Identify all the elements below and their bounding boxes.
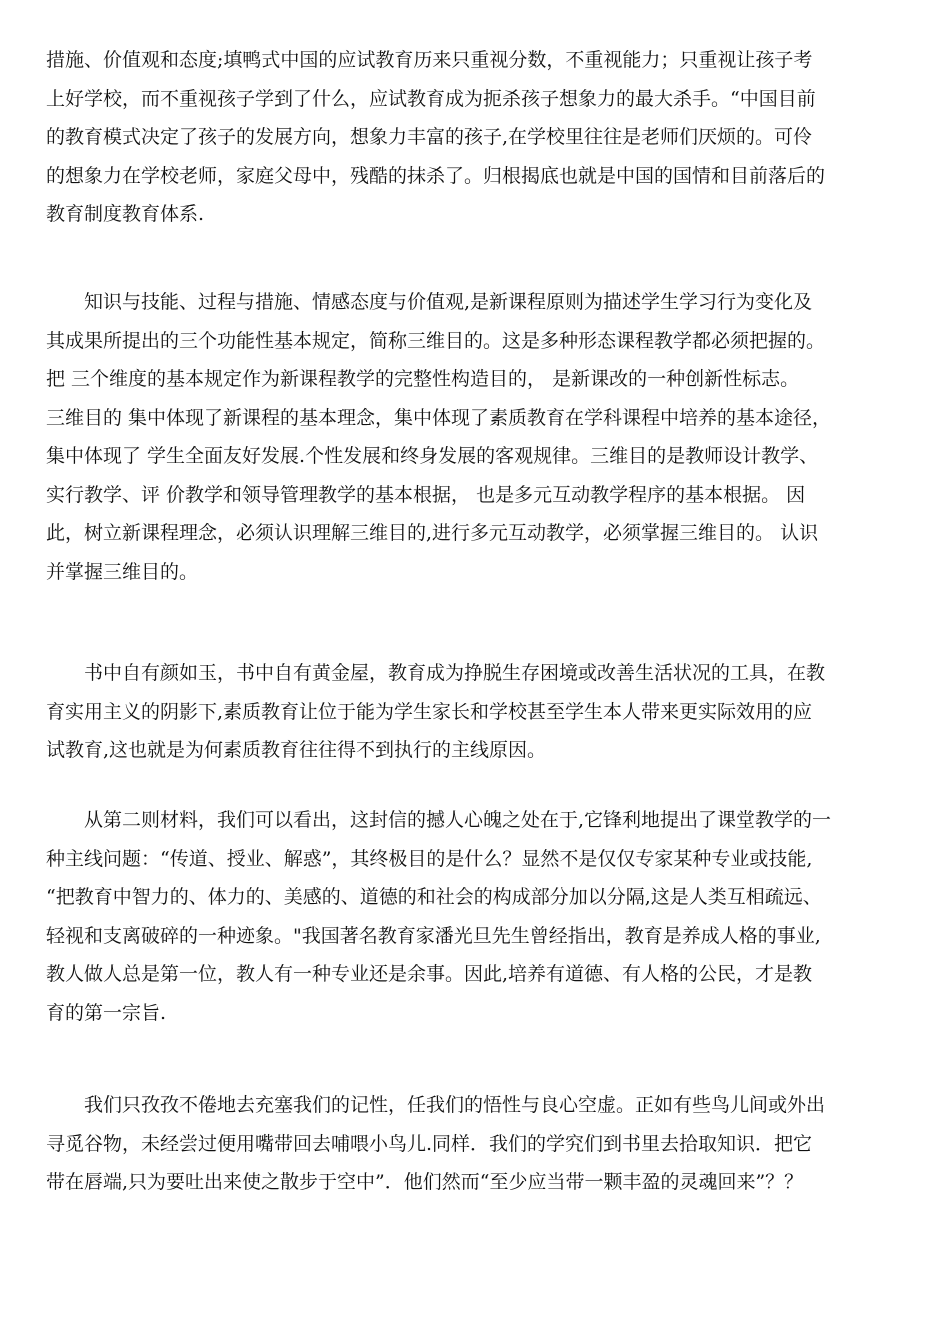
text-line: 带在唇端,只为要吐出来使之散步于空中”．他们然而“至少应当带一颗丰盈的灵魂回来”？？: [46, 1171, 804, 1193]
text-line: 集中体现了 学生全面友好发展.个性发展和终身发展的客观规律。三维目的是教师设计教学、: [46, 445, 819, 467]
text-line: 轻视和支离破碎的一种迹象。"我国著名教育家潘光旦先生曾经指出，教育是养成人格的事业,: [46, 924, 821, 947]
paragraph-2: [46, 283, 908, 591]
text-line: 把 三个维度的基本规定作为新课程教学的完整性构造目的， 是新课改的一种创新性标志。: [46, 368, 800, 390]
text-line: 教人做人总是第一位，教人有一种专业还是余事。因此,培养有道德、有人格的公民，才是教: [46, 963, 813, 985]
text-line: 并掌握三维目的。: [46, 560, 199, 583]
text-line: 上好学校，而不重视孩子学到了什么，应试教育成为扼杀孩子想象力的最大杀手。“中国目前: [46, 87, 816, 110]
text-line: 措施、价值观和态度;填鸭式中国的应试教育历来只重视分数，不重视能力；只重视让孩子考: [46, 49, 813, 71]
text-line: 从第二则材料，我们可以看出，这封信的撼人心魄之处在于,它锋利地提出了课堂教学的一: [84, 809, 832, 831]
text-line: 此，树立新课程理念，必须认识理解三维目的,进行多元互动教学，必须掌握三维目的。 认识: [46, 522, 819, 544]
text-line: 育的第一宗旨.: [46, 1001, 167, 1024]
text-line: 试教育,这也就是为何素质教育往往得不到执行的主线原因。: [46, 739, 547, 761]
text-line: 实行教学、评 价教学和领导管理教学的基本根据， 也是多元互动教学程序的基本根据。 因: [46, 483, 806, 506]
text-line: 的教育模式决定了孩子的发展方向，想象力丰富的孩子,在学校里往往是老师们厌烦的。可伶: [46, 126, 813, 148]
text-line: 三维目的 集中体现了新课程的基本理念，集中体现了素质教育在学科课程中培养的基本途径，: [46, 406, 832, 429]
paragraph-1: [46, 41, 908, 234]
text-line: 的想象力在学校老师，家庭父母中，残酷的抹杀了。归根揭底也就是中国的国情和目前落后的: [46, 164, 826, 187]
paragraph-5: [46, 1086, 908, 1202]
text-line: 其成果所提出的三个功能性基本规定，简称三维目的。这是多种形态课程教学都必须把握的。: [46, 329, 826, 352]
text-line: “把教育中智力的、体力的、美感的、道德的和社会的构成部分加以分隔,这是人类互相疏远、: [46, 886, 822, 908]
text-line: 书中自有颜如玉，书中自有黄金屋，教育成为挣脱生存困境或改善生活状况的工具，在教: [84, 662, 826, 684]
paragraph-4: [46, 801, 908, 1032]
text-line: 我们只孜孜不倦地去充塞我们的记性，任我们的悟性与良心空虚。正如有些鸟儿间或外出: [84, 1094, 826, 1116]
paragraph-3: [46, 654, 908, 770]
text-line: 知识与技能、过程与措施、情感态度与价值观,是新课程原则为描述学生学习行为变化及: [84, 291, 813, 313]
text-line: 育实用主义的阴影下,素质教育让位于能为学生家长和学校甚至学生本人带来更实际效用的应: [46, 700, 813, 723]
text-line: 种主线问题：“传道、授业、解惑”，其终极目的是什么？显然不是仅仅专家某种专业或技能,: [46, 847, 813, 870]
text-line: 寻觅谷物，未经尝过便用嘴带回去哺喂小鸟儿.同样．我们的学究们到书里去拾取知识．把它: [46, 1132, 813, 1155]
text-line: 教育制度教育体系.: [46, 203, 205, 225]
